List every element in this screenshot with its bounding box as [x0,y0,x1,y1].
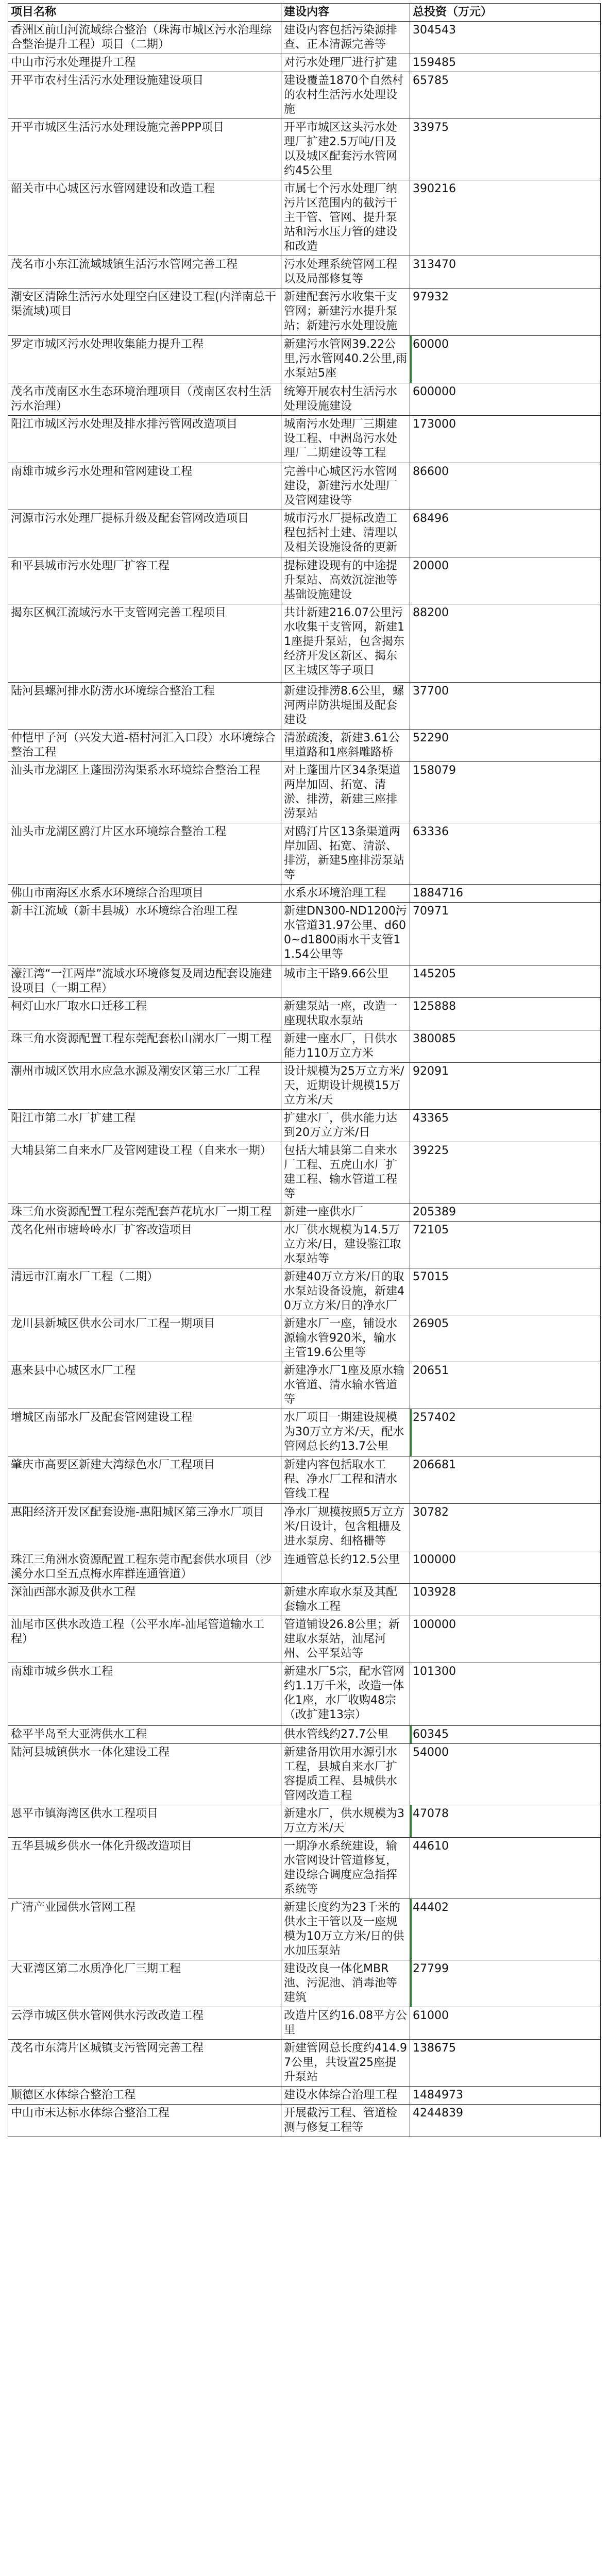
cell-construction-content: 开展截污工程、管道检测与修复工程等 [281,2105,410,2137]
table-body [8,22,601,2137]
table-row [8,1960,601,2007]
cell-construction-content: 新建备用饮用水源引水工程，县城自来水厂扩容提质工程、县城供水管网改造工程 [281,1744,410,1805]
cell-project-name: 汕头市龙湖区上蓬围涝沟渠系水环境综合整治工程 [8,762,281,823]
cell-total-investment: 125888 [410,998,601,1030]
table-row [8,2007,601,2040]
table-row [8,1204,601,1222]
cell-total-investment: 97932 [410,289,601,336]
cell-total-investment: 26905 [410,1315,601,1362]
cell-project-name: 稔平半岛至大亚湾供水工程 [8,1726,281,1744]
table-row [8,604,601,683]
cell-project-name: 开平市城区生活污水处理设施完善PPP项目 [8,119,281,180]
cell-construction-content: 提标建设现有的中途提升泵站、高效沉淀池等基础设施建设 [281,557,410,604]
table-row [8,416,601,463]
table-row [8,1222,601,1268]
cell-construction-content: 完善中心城区污水管网建设，新建污水处理厂及管网建设等 [281,463,410,510]
cell-construction-content: 统筹开展农村生活污水处理设施建设 [281,383,410,416]
cell-total-investment: 44610 [410,1838,601,1899]
cell-construction-content: 建设改良一体化MBR池、污泥池、消毒池等建筑 [281,1960,410,2007]
cell-construction-content: 新建一座供水厂 [281,1204,410,1222]
table-row [8,1063,601,1110]
cell-project-name: 罗定市城区污水处理收集能力提升工程 [8,336,281,383]
cell-project-name: 中山市污水处理提升工程 [8,54,281,72]
cell-total-investment: 20000 [410,557,601,604]
table-row [8,683,601,730]
header-project-name: 项目名称 [8,4,281,22]
cell-total-investment: 304543 [410,22,601,54]
cell-construction-content: 新建配套污水收集干支管网；新建污水提升泵站；新建污水处理设施 [281,289,410,336]
cell-total-investment: 103928 [410,1584,601,1616]
cell-total-investment: 380085 [410,1030,601,1063]
table-row [8,557,601,604]
table-row [8,965,601,998]
cell-project-name: 广清产业园供水管网工程 [8,1899,281,1960]
cell-construction-content: 新建污水管网39.22公里,污水管网40.2公里,雨水泵站5座 [281,336,410,383]
cell-construction-content: 设计规模为25万立方米/天，近期设计规模15万立方米/天 [281,1063,410,1110]
cell-project-name: 韶关市中心城区污水管网建设和改造工程 [8,180,281,256]
cell-total-investment: 27799 [410,1960,601,2007]
cell-construction-content: 新建水厂5宗，配水管网约1.1万千米，改造一体化1座，水厂收购48宗（改扩建13宗） [281,1663,410,1726]
cell-project-name: 佛山市南海区水系水环境综合治理项目 [8,885,281,903]
cell-construction-content: 净水厂规模按照5万立方米/日设计，包含粗栅及进水泵房、细格栅等 [281,1504,410,1551]
cell-project-name: 汕尾市区供水改造工程（公平水库-汕尾管道输水工程） [8,1616,281,1663]
cell-total-investment: 30782 [410,1504,601,1551]
cell-total-investment: 138675 [410,2040,601,2087]
cell-total-investment: 159485 [410,54,601,72]
table-row [8,256,601,289]
cell-project-name: 惠阳经济开发区配套设施-惠阳城区第三净水厂项目 [8,1504,281,1551]
cell-project-name: 揭东区枫江流域污水干支管网完善工程项目 [8,604,281,683]
cell-total-investment: 100000 [410,1551,601,1584]
table-row [8,1268,601,1315]
table-row [8,72,601,119]
cell-project-name: 新丰江流域（新丰县城）水环境综合治理工程 [8,903,281,965]
cell-total-investment: 70971 [410,903,601,965]
cell-project-name: 仲恺甲子河（兴发大道-梧村河汇入口段）水环境综合整治工程 [8,730,281,762]
cell-construction-content: 对鸥汀片区13条渠道两岸加固、拓宽、清淤、排涝，新建5座排涝泵站等 [281,823,410,885]
cell-project-name: 阳江市城区污水处理及排水排污管网改造项目 [8,416,281,463]
cell-total-investment: 600000 [410,383,601,416]
table-row [8,1142,601,1204]
cell-total-investment: 313470 [410,256,601,289]
cell-project-name: 珠三角水资源配置工程东莞配套芦花坑水厂一期工程 [8,1204,281,1222]
table-row [8,2087,601,2105]
table-row [8,998,601,1030]
cell-project-name: 茂名市小东江流域城镇生活污水管网完善工程 [8,256,281,289]
cell-project-name: 汕头市龙湖区鸥汀片区水环境综合整治工程 [8,823,281,885]
cell-project-name: 潮州市城区饮用水应急水源及潮安区第三水厂工程 [8,1063,281,1110]
cell-total-investment: 20651 [410,1362,601,1409]
cell-total-investment: 37700 [410,683,601,730]
cell-construction-content: 新建内容包括取水工程、净水厂工程和清水管线工程 [281,1456,410,1504]
cell-construction-content: 新建净水厂1座及原水输水管道、清水输水管道等 [281,1362,410,1409]
cell-construction-content: 新建设排涝8.6公里，螺河两岸防洪堤围及配套建设 [281,683,410,730]
cell-project-name: 珠三角水资源配置工程东莞配套松山湖水厂一期工程 [8,1030,281,1063]
cell-construction-content: 建设覆盖1870个自然村的农村生活污水处理设施 [281,72,410,119]
cell-project-name: 南雄市城乡污水处理和管网建设工程 [8,463,281,510]
table-row [8,22,601,54]
cell-total-investment: 100000 [410,1616,601,1663]
table-row [8,1551,601,1584]
cell-total-investment: 206681 [410,1456,601,1504]
cell-project-name: 云浮市城区供水管网供水污改改造工程 [8,2007,281,2040]
table-row [8,119,601,180]
cell-construction-content: 新建长度约为23千米的供水主干管以及一座规模为10万立方米/日的供水加压泵站 [281,1899,410,1960]
cell-total-investment: 173000 [410,416,601,463]
cell-total-investment: 158079 [410,762,601,823]
cell-construction-content: 水厂项目一期建设规模为30万立方米/天，配水管网总长约13.7公里 [281,1409,410,1456]
table-row [8,1584,601,1616]
cell-total-investment: 92091 [410,1063,601,1110]
table-row [8,1744,601,1805]
cell-project-name: 茂名市东湾片区城镇支污管网完善工程 [8,2040,281,2087]
table-row [8,510,601,557]
table-row [8,1315,601,1362]
cell-total-investment: 145205 [410,965,601,998]
cell-construction-content: 扩建水厂，供水能力达到20万立方米/日 [281,1110,410,1142]
cell-total-investment: 390216 [410,180,601,256]
cell-project-name: 潮安区清除生活污水处理空白区建设工程(内洋南总干渠流域)项目 [8,289,281,336]
table-row [8,1409,601,1456]
table-row [8,762,601,823]
cell-construction-content: 新建泵站一座，改造一座现状取水泵站 [281,998,410,1030]
cell-project-name: 深汕西部水源及供水工程 [8,1584,281,1616]
table-row [8,1805,601,1838]
table-row [8,1504,601,1551]
table-row [8,1726,601,1744]
cell-construction-content: 污水处理系统管网工程以及局部修复等 [281,256,410,289]
cell-project-name: 五华县城乡供水一体化升级改造项目 [8,1838,281,1899]
table-row [8,1030,601,1063]
cell-total-investment: 4244839 [410,2105,601,2137]
cell-total-investment: 88200 [410,604,601,683]
cell-total-investment: 205389 [410,1204,601,1222]
table-row [8,903,601,965]
cell-total-investment: 63336 [410,823,601,885]
cell-total-investment: 65785 [410,72,601,119]
cell-total-investment: 52290 [410,730,601,762]
cell-construction-content: 城市污水厂提标改造工程包括衬土建、清理以及相关设施设备的更新 [281,510,410,557]
cell-project-name: 清远市江南水厂工程（二期） [8,1268,281,1315]
cell-project-name: 柯灯山水厂取水口迁移工程 [8,998,281,1030]
cell-total-investment: 60345 [410,1726,601,1744]
cell-project-name: 大亚湾区第二水质净化厂三期工程 [8,1960,281,2007]
cell-total-investment: 47078 [410,1805,601,1838]
cell-construction-content: 包括大埔县第二自来水厂工程、五虎山水厂扩建工程、输水管道工程等 [281,1142,410,1204]
cell-construction-content: 清淤疏浚，新建3.61公里道路和1座斜雕路桥 [281,730,410,762]
cell-total-investment: 257402 [410,1409,601,1456]
cell-total-investment: 1484973 [410,2087,601,2105]
table-row [8,383,601,416]
cell-total-investment: 43365 [410,1110,601,1142]
table-row [8,1362,601,1409]
table-row [8,1838,601,1899]
header-total-investment: 总投资（万元） [410,4,601,22]
cell-project-name: 惠来县中心城区水厂工程 [8,1362,281,1409]
cell-total-investment: 57015 [410,1268,601,1315]
cell-project-name: 陆河县城镇供水一体化建设工程 [8,1744,281,1805]
cell-project-name: 开平市农村生活污水处理设施建设项目 [8,72,281,119]
cell-project-name: 河源市污水处理厂提标升级及配套管网改造项目 [8,510,281,557]
cell-construction-content: 市属七个污水处理厂纳污片区范围内的截污干主干管、管网、提升泵站和污水压力管的建设和改造 [281,180,410,256]
investment-table-sheet [8,3,600,2137]
table-row [8,54,601,72]
cell-project-name: 肇庆市高要区新建大湾绿色水厂工程项目 [8,1456,281,1504]
table-row [8,289,601,336]
cell-project-name: 阳江市第二水厂扩建工程 [8,1110,281,1142]
cell-project-name: 顺德区水体综合整治工程 [8,2087,281,2105]
cell-construction-content: 新建水厂，供水规模为3万立方米/天 [281,1805,410,1838]
cell-project-name: 珠江三角洲水资源配置工程东莞市配套供水项目（沙溪分水口至五点梅水库群连通管道） [8,1551,281,1584]
cell-total-investment: 44402 [410,1899,601,1960]
table-row [8,1663,601,1726]
table-row [8,2105,601,2137]
cell-project-name: 恩平市镇海湾区供水工程项目 [8,1805,281,1838]
cell-construction-content: 建设内容包括污染源排查、正本清源完善等 [281,22,410,54]
cell-project-name: 和平县城市污水处理厂扩容工程 [8,557,281,604]
cell-construction-content: 改造片区约16.08平方公里 [281,2007,410,2040]
cell-project-name: 茂名市茂南区水生态环境治理项目（茂南区农村生活污水治理） [8,383,281,416]
table-row [8,1899,601,1960]
cell-total-investment: 54000 [410,1744,601,1805]
cell-construction-content: 新建一座水厂，日供水能力110万立方米 [281,1030,410,1063]
table-row [8,730,601,762]
cell-construction-content: 一期净水系统建设，输水管网设计管道修复，建设综合调度应急指挥系统等 [281,1838,410,1899]
cell-construction-content: 新建水厂一座，铺设水源输水管920米，输水主管19.6公里等 [281,1315,410,1362]
cell-construction-content: 水系水环境治理工程 [281,885,410,903]
table-row [8,463,601,510]
header-construction-content: 建设内容 [281,4,410,22]
cell-total-investment: 68496 [410,510,601,557]
cell-construction-content: 对污水处理厂进行扩建 [281,54,410,72]
cell-construction-content: 对上蓬围片区34条渠道两岸加固、拓宽、清淤、排涝，新建三座排涝泵站 [281,762,410,823]
table-row [8,823,601,885]
cell-construction-content: 城市主干路9.66公里 [281,965,410,998]
cell-construction-content: 新建管网总长度约414.97公里，共设置25座提升泵站 [281,2040,410,2087]
table-row [8,180,601,256]
cell-total-investment: 1884716 [410,885,601,903]
cell-total-investment: 33975 [410,119,601,180]
cell-project-name: 陆河县螺河排水防涝水环境综合整治工程 [8,683,281,730]
cell-construction-content: 水厂供水规模为14.5万立方米/日，建设鉴江取水泵站等 [281,1222,410,1268]
cell-construction-content: 新建DN300-ND1200污水管道31.97公里、d600~d1800雨水干支管11.54公里等 [281,903,410,965]
cell-project-name: 龙川县新城区供水公司水厂工程一期项目 [8,1315,281,1362]
table-header-row [8,4,601,22]
cell-construction-content: 城南污水处理厂三期建设工程、中洲岛污水处理厂二期建设等工程 [281,416,410,463]
cell-project-name: 大埔县第二自来水厂及管网建设工程（自来水一期） [8,1142,281,1204]
cell-construction-content: 连通管总长约12.5公里 [281,1551,410,1584]
table-row [8,1616,601,1663]
cell-total-investment: 72105 [410,1222,601,1268]
cell-construction-content: 共计新建216.07公里污水收集干支管网，新建11座提升泵站，包含揭东经济开发区新区、揭东区主城区等子项目 [281,604,410,683]
investment-table [8,3,601,2137]
cell-total-investment: 61000 [410,2007,601,2040]
cell-construction-content: 开平市城区这头污水处理厂扩建2.5万吨/日及以及城区配套污水管网约45公里 [281,119,410,180]
cell-construction-content: 供水管线约27.7公里 [281,1726,410,1744]
cell-total-investment: 86600 [410,463,601,510]
table-row [8,336,601,383]
table-row [8,2040,601,2087]
cell-construction-content: 管道铺设26.8公里；新建取水泵站，汕尾河州、公平泵站等 [281,1616,410,1663]
cell-project-name: 增城区南部水厂及配套管网建设工程 [8,1409,281,1456]
table-row [8,1110,601,1142]
cell-project-name: 中山市未达标水体综合整治工程 [8,2105,281,2137]
cell-construction-content: 建设水体综合治理工程 [281,2087,410,2105]
cell-project-name: 香洲区前山河流域综合整治（珠海市城区污水治理综合整治提升工程）项目（二期） [8,22,281,54]
cell-total-investment: 39225 [410,1142,601,1204]
cell-project-name: 濠江湾“一江两岸”流域水环境修复及周边配套设施建设项目（一期工程） [8,965,281,998]
cell-construction-content: 新建40万立方米/日的取水泵站设备设施，新建40万立方米/日的净水厂 [281,1268,410,1315]
cell-total-investment: 60000 [410,336,601,383]
table-row [8,1456,601,1504]
cell-total-investment: 101300 [410,1663,601,1726]
cell-construction-content: 新建水库取水泵及其配套输水工程 [281,1584,410,1616]
cell-project-name: 南雄市城乡供水工程 [8,1663,281,1726]
cell-project-name: 茂名化州市塘岭岭水厂扩容改造项目 [8,1222,281,1268]
table-row [8,885,601,903]
